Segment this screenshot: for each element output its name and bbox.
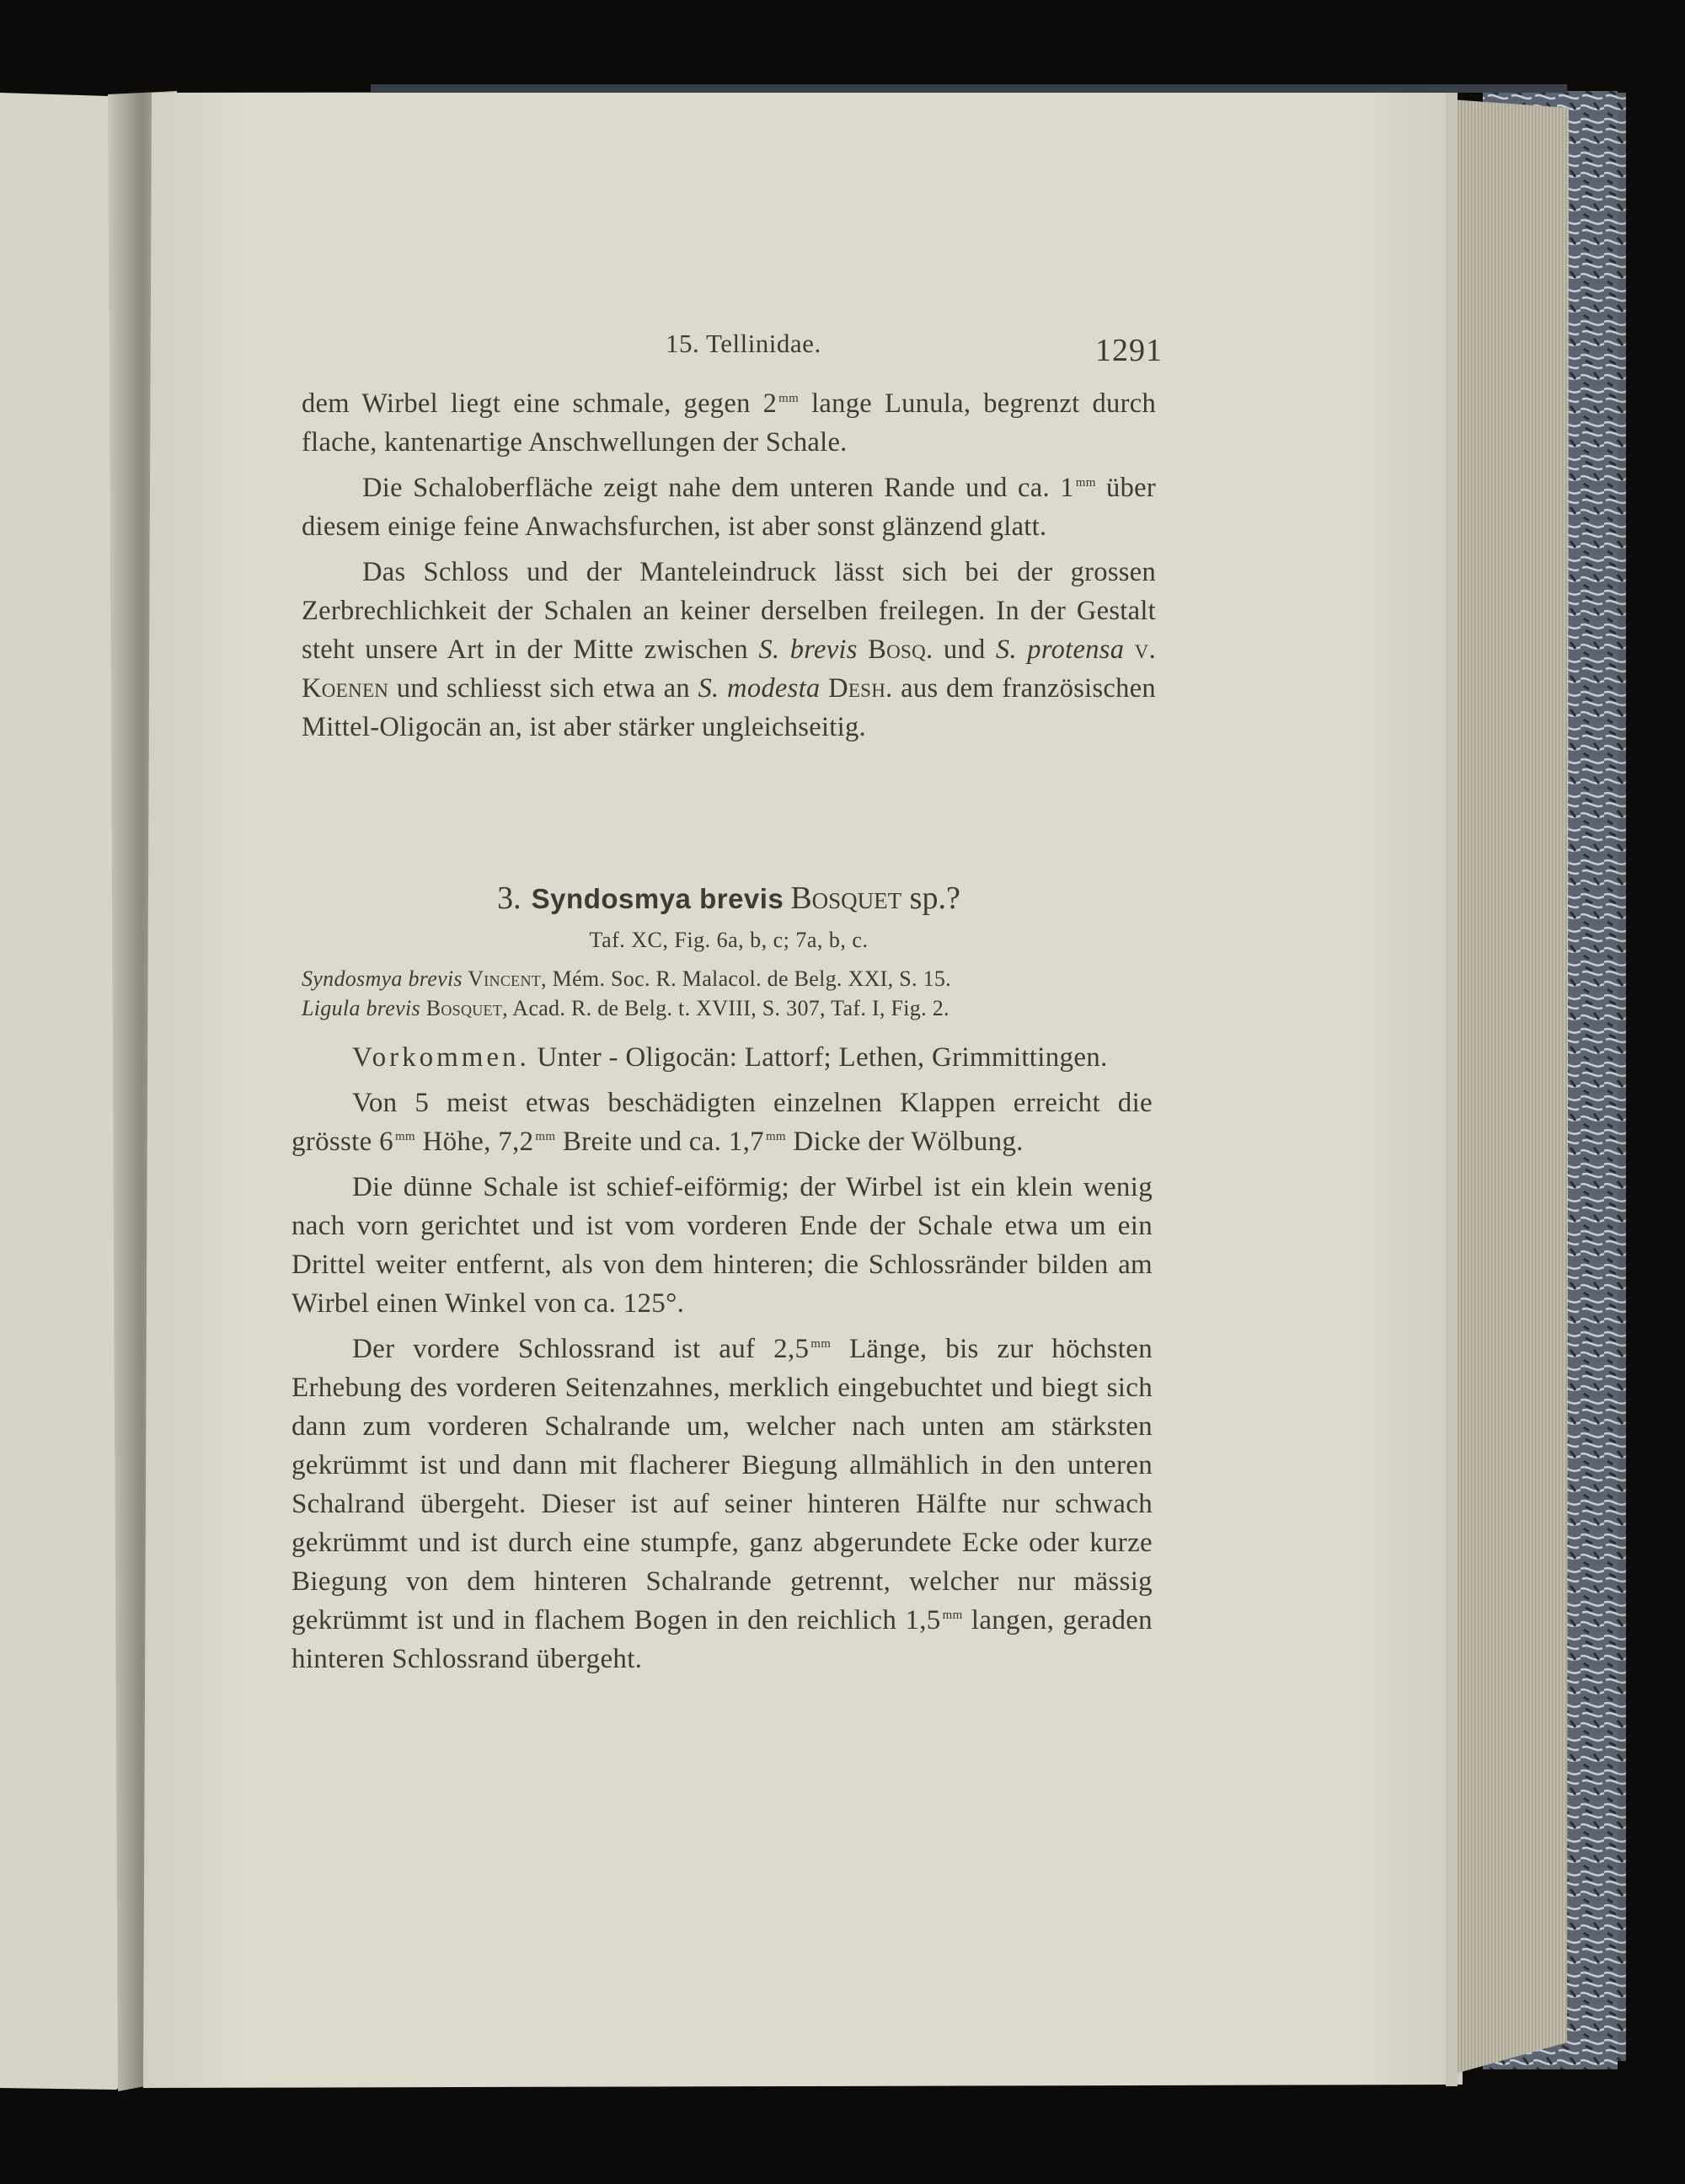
page-number: 1291 (1095, 333, 1163, 368)
synonym-entry: Ligula brevis Bosquet, Acad. R. de Belg. t. XVIII, S. 307, Taf. I, Fig. 2. (302, 996, 949, 1020)
species-number: 3. (497, 881, 522, 916)
page-header (295, 320, 1163, 371)
species-suffix: sp.? (901, 881, 960, 916)
paragraph-surface: Die Schaloberfläche zeigt nahe dem unteren Rande und ca. 1 $^{mm}$ über diesem einige feine Anwachsfurchen, ist aber sonst glänzend glatt. (302, 473, 1157, 542)
species-heading (302, 878, 1156, 919)
plate-reference: Taf. XC, Fig. 6a, b, c; 7a, b, c. (589, 928, 869, 952)
synonymy-list (302, 964, 1156, 1023)
paragraph-lunula: dem Wirbel liegt eine schmale, gegen 2 $^{mm}$ lange Lunula, begrenzt durch flache, kantenartige Anschwellungen der Schale. (302, 388, 1156, 458)
body-text-description (292, 1038, 1153, 1685)
paragraph-hinge-comparison: Das Schloss und der Manteleindruck lässt sich bei der grossen Zerbrechlichkeit der Schalen an keiner derselben freilegen. In der Gestalt steht unsere Art in der Mitte zwischen S. brevis Bosq. und S. protensa v. Koenen und schliesst sich etwa an S. modesta Desh. aus dem französischen Mittel-Oligocän an, ist aber stärker ungleichseitig. (302, 557, 1156, 742)
synonym-entry: Syndosmya brevis Vincent, Mém. Soc. R. Malacol. de Belg. XXI, S. 15. (302, 966, 951, 991)
species-author: Bosquet (790, 881, 902, 916)
paragraph-occurrence: Vorkommen. Unter - Oligocän: Lattorf; Lethen, Grimmittingen. (352, 1042, 1108, 1073)
paragraph-hinge-margin: Der vordere Schlossrand ist auf 2,5 $^{mm}$ Länge, bis zur höchsten Erhebung des vorderen Seitenzahnes, merklich eingebuchtet und biegt sich dann zum vorderen Schalrande um, welcher nach unten am stärksten gekrümmt ist und dann mit flacherer Biegung allmählich in den unteren Schalrand übergeht. Dieser ist auf seiner hinteren Hälfte nur schwach gekrümmt und ist durch eine stumpfe, ganz abgerundete Ecke oder kurze Biegung von dem hinteren Schalrande getrennt, welcher nur mässig gekrümmt ist und in flachem Bogen in den reichlich 1,5 $^{mm}$ langen, geraden hinteren Schlossrand übergeht. (292, 1334, 1153, 1674)
running-head: 15. Tellinidae. (666, 329, 821, 358)
species-name: Syndosmya brevis (531, 883, 784, 914)
body-text-top (302, 384, 1156, 753)
paragraph-dimensions: Von 5 meist etwas beschädigten einzelnen Klappen erreicht die grösste 6 $^{mm}$ Höhe, 7,2 $^{mm}$ Breite und ca. 1,7 $^{mm}$ Dicke der Wölbung. (292, 1088, 1153, 1157)
paragraph-shape: Die dünne Schale ist schief-eiförmig; der Wirbel ist ein klein wenig nach vorn gerichtet und ist vom vorderen Ende der Schale etwa um ein Drittel weiter entfernt, als von dem hinteren; die Schlossränder bilden am Wirbel einen Winkel von ca. 125°. (292, 1172, 1153, 1319)
